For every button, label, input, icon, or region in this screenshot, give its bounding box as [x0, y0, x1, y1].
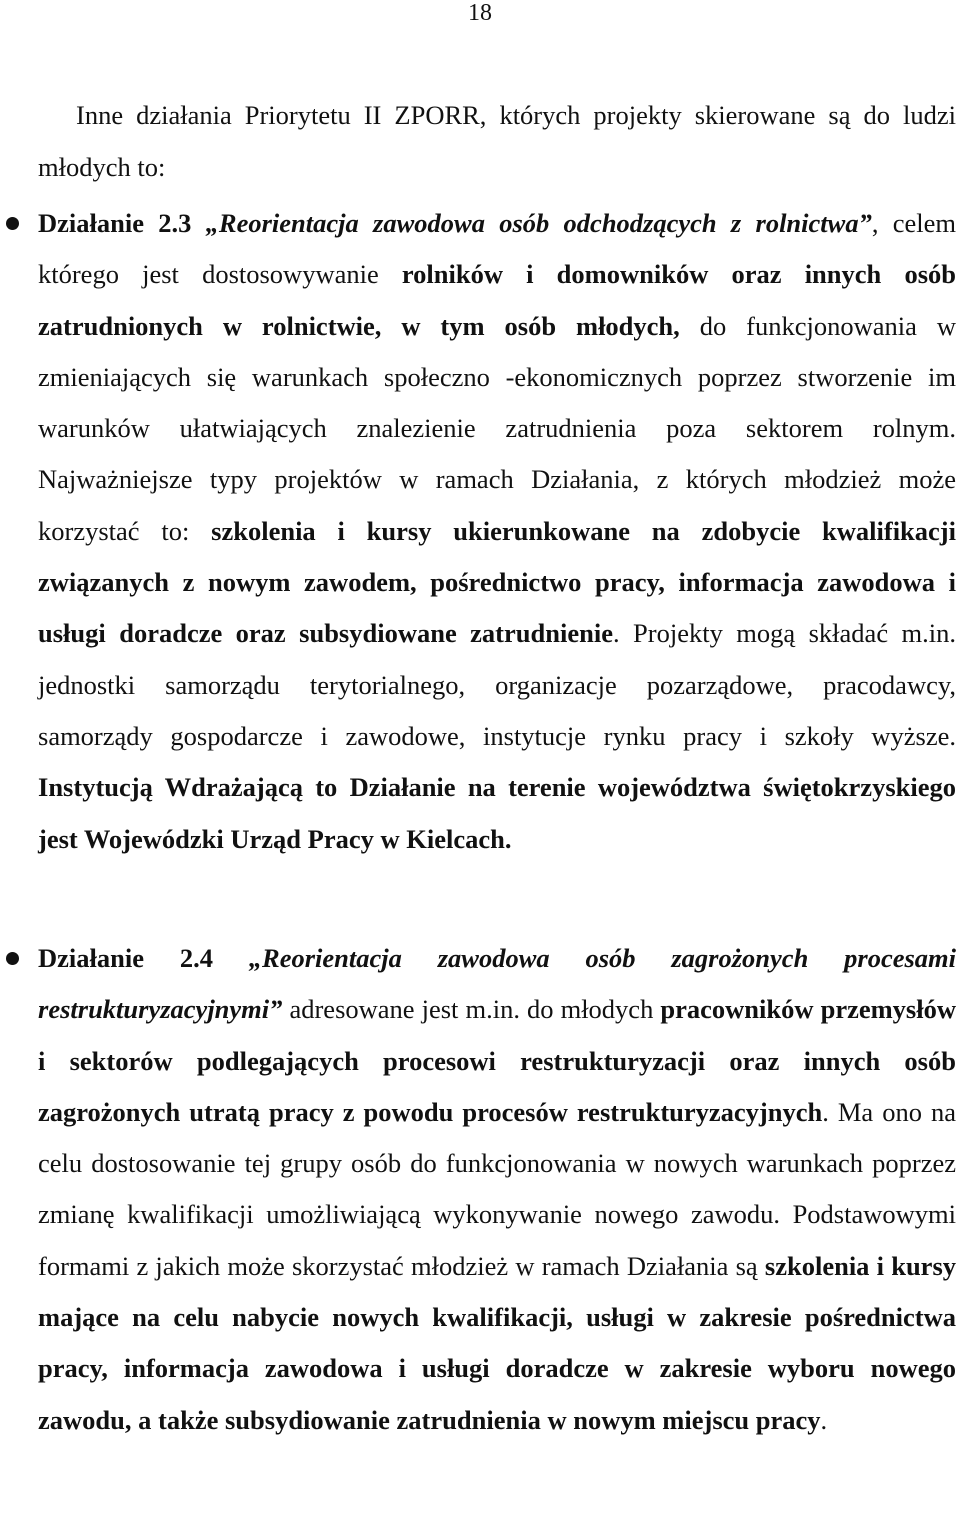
measure-2-3-item	[38, 198, 956, 865]
measure-title: „Reorientacja zawodowa osób zagrożonych procesami restrukturyzacyjnymi”	[38, 943, 957, 1025]
intro-paragraph: Inne działania Priorytetu II ZPORR, których projekty skierowane są do ludzi młodych to:	[38, 100, 956, 182]
measure-text: .	[820, 1404, 828, 1435]
measure-text: , celem którego jest dostosowywanie	[38, 208, 957, 290]
project-types: szkolenia i kursy ukierunkowane na zdobycie kwalifikacji związanych z nowym zawodem, pośrednictwo pracy, informacja zawodowa i usługi doradcze oraz subsydiowane zatrudnienie	[38, 515, 956, 649]
implementing-institution: Instytucją Wdrażającą to Działanie na terenie województwa świętokrzyskiego jest Wojewódzki Urząd Pracy w Kielcach.	[38, 772, 956, 854]
measure-2-4-item	[38, 933, 956, 1446]
measure-title: „Reorientacja zawodowa osób odchodzących z rolnictwa”	[205, 208, 872, 238]
target-group: pracowników przemysłów i sektorów podlegających procesowi restrukturyzacji oraz innych osób zagrożonych utratą pracy z powodu procesów restrukturyzacyjnych	[38, 994, 956, 1127]
measure-label: Działanie 2.3	[38, 208, 192, 238]
measure-text: . Ma ono na celu dostosowanie tej grupy osób do funkcjonowania w nowych warunkach poprzez zmianę kwalifikacji umożliwiającą wykonywanie nowego zawodu. Podstawowymi formami z jakich może skorzystać młodzież w ramach Działania są	[38, 1096, 956, 1281]
page-number: 18	[468, 0, 492, 26]
measure-text: . Projekty mogą składać m.in. jednostki samorządu terytorialnego, organizacje pozarządowe, pracodawcy, samorządy gospodarcze i zawodowe, instytucje rynku pracy i szkoły wyższe.	[38, 618, 956, 751]
measure-text: do funkcjonowania w zmieniających się warunkach społeczno -ekonomicznych poprzez stworzenie im warunków ułatwiających znalezienie zatrudnienia poza sektorem rolnym. Najważniejsze typy projektów w ramach Działania, z których młodzież może korzystać to:	[38, 310, 956, 546]
target-group: rolników i domowników oraz innych osób zatrudnionych w rolnictwie, w tym osób młodych,	[38, 259, 956, 341]
bullet-icon	[6, 952, 19, 965]
bullet-icon	[6, 217, 19, 230]
support-forms: szkolenia i kursy mające na celu nabycie nowych kwalifikacji, usługi w zakresie pośrednictwa pracy, informacja zawodowa i usługi doradcze w zakresie wyboru nowego zawodu, a także subsydiowanie zatrudnienia w nowym miejscu pracy	[38, 1250, 957, 1435]
measure-text: adresowane jest m.in. do młodych	[282, 994, 661, 1025]
measure-label: Działanie 2.4	[38, 943, 213, 973]
